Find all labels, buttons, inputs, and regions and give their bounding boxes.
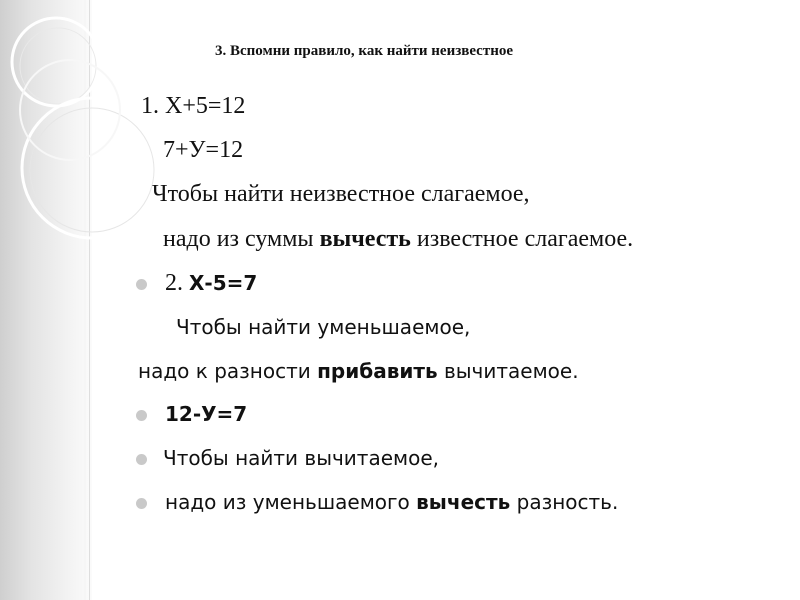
rule-2b-post: вычитаемое.: [437, 359, 579, 383]
line-equation-1: [141, 92, 245, 120]
bullet-4: [136, 498, 147, 509]
rule-1b-post: известное слагаемое.: [410, 226, 634, 252]
slide-title: 3. Вспомни правило, как найти неизвестное: [215, 43, 514, 59]
bullet-3: [136, 454, 147, 465]
rule-3b-bold: вычесть: [416, 490, 511, 514]
line-rule-1b: [163, 225, 633, 253]
rule-2b-bold: прибавить: [317, 359, 438, 383]
equation-1-text: 1. Х+5=12: [141, 93, 246, 119]
line-rule-2b: [138, 357, 579, 385]
rule-3b-post: разность.: [510, 490, 619, 514]
line-rule-1a: Чтобы найти неизвестное слагаемое,: [152, 181, 530, 207]
line-rule-2a: Чтобы найти уменьшаемое,: [176, 315, 471, 339]
equation-3-num: 2.: [165, 270, 189, 296]
line-equation-2: 7+У=12: [163, 137, 244, 163]
line-equation-4: 12-У=7: [165, 402, 248, 426]
equation-3-bold: Х-5=7: [189, 271, 258, 295]
line-equation-3: [165, 269, 257, 297]
bullet-1: [136, 279, 147, 290]
rule-3b-pre: надо из уменьшаемого: [165, 490, 417, 514]
bullet-2: [136, 410, 147, 421]
rule-1b-pre: надо из суммы: [163, 226, 320, 252]
line-rule-3a: Чтобы найти вычитаемое,: [163, 446, 440, 470]
rule-2b-pre: надо к разности: [138, 359, 318, 383]
deco-circle-1-inner: [20, 28, 96, 104]
deco-circle-2-inner: [30, 108, 154, 232]
rule-1b-bold: вычесть: [319, 226, 411, 252]
decorative-circles: [0, 0, 220, 260]
deco-circle-3: [20, 60, 120, 160]
line-rule-3b: [165, 488, 618, 516]
